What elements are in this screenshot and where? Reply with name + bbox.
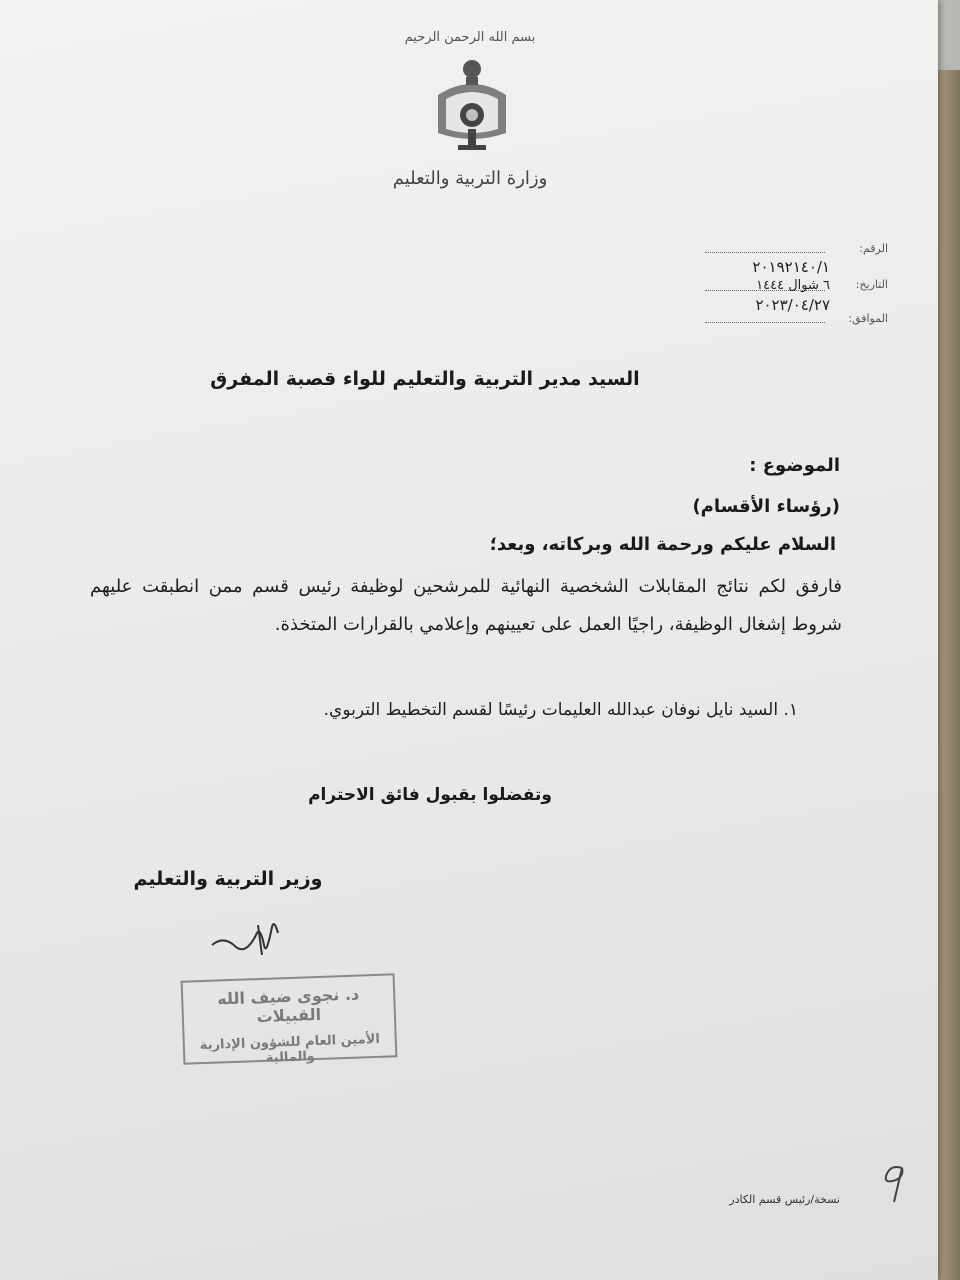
signatory-title: وزير التربية والتعليم: [133, 868, 323, 890]
date-label: التاريخ:: [855, 278, 888, 291]
greeting: السلام عليكم ورحمة الله وبركاته، وبعد؛: [489, 534, 836, 555]
list-item: ١. السيد نايل نوفان عبدالله العليمات رئيسًا لقسم التخطيط التربوي.: [323, 700, 798, 720]
subject-label: الموضوع :: [749, 455, 840, 476]
signature: [200, 905, 290, 965]
stamp-title: الأمين العام للشؤون الإدارية والمالية: [199, 1031, 381, 1066]
copy-note: نسخة/رئيس قسم الكادر: [729, 1193, 840, 1206]
stamp-name: د. نجوى ضيف الله القبيلات: [216, 984, 360, 1027]
closing: وتفضلوا بقبول فائق الاحترام: [308, 785, 552, 805]
coat-of-arms-icon: [428, 55, 516, 155]
corresponding-date-line: [705, 322, 825, 323]
body-paragraph: فارفق لكم نتائج المقابلات الشخصية النهائية للمرشحين لوظيفة رئيس قسم ممن انطبقت عليهم شروط إشغال الوظيفة، راجيًا العمل على تعيينهم وإعلامي بالقرارات المتخذة.: [90, 576, 842, 635]
reference-number-line: [705, 252, 825, 253]
corresponding-date-value: ٢٠٢٣/٠٤/٢٧: [755, 296, 830, 314]
ministry-name: وزارة التربية والتعليم: [392, 168, 548, 189]
corresponding-date-label: الموافق:: [848, 312, 888, 325]
reference-number-label: الرقم:: [859, 242, 888, 255]
date-value: ٦ شوال ١٤٤٤: [756, 278, 830, 293]
initials-mark: [872, 1158, 922, 1208]
official-stamp: [181, 973, 398, 1064]
reference-number-value: ٢٠١٩٢١٤٠/١: [752, 258, 830, 276]
recipient: السيد مدير التربية والتعليم للواء قصبة المفرق: [210, 368, 640, 390]
basmala: بسم الله الرحمن الرحيم: [404, 30, 536, 45]
subject: (رؤساء الأقسام): [692, 496, 840, 517]
